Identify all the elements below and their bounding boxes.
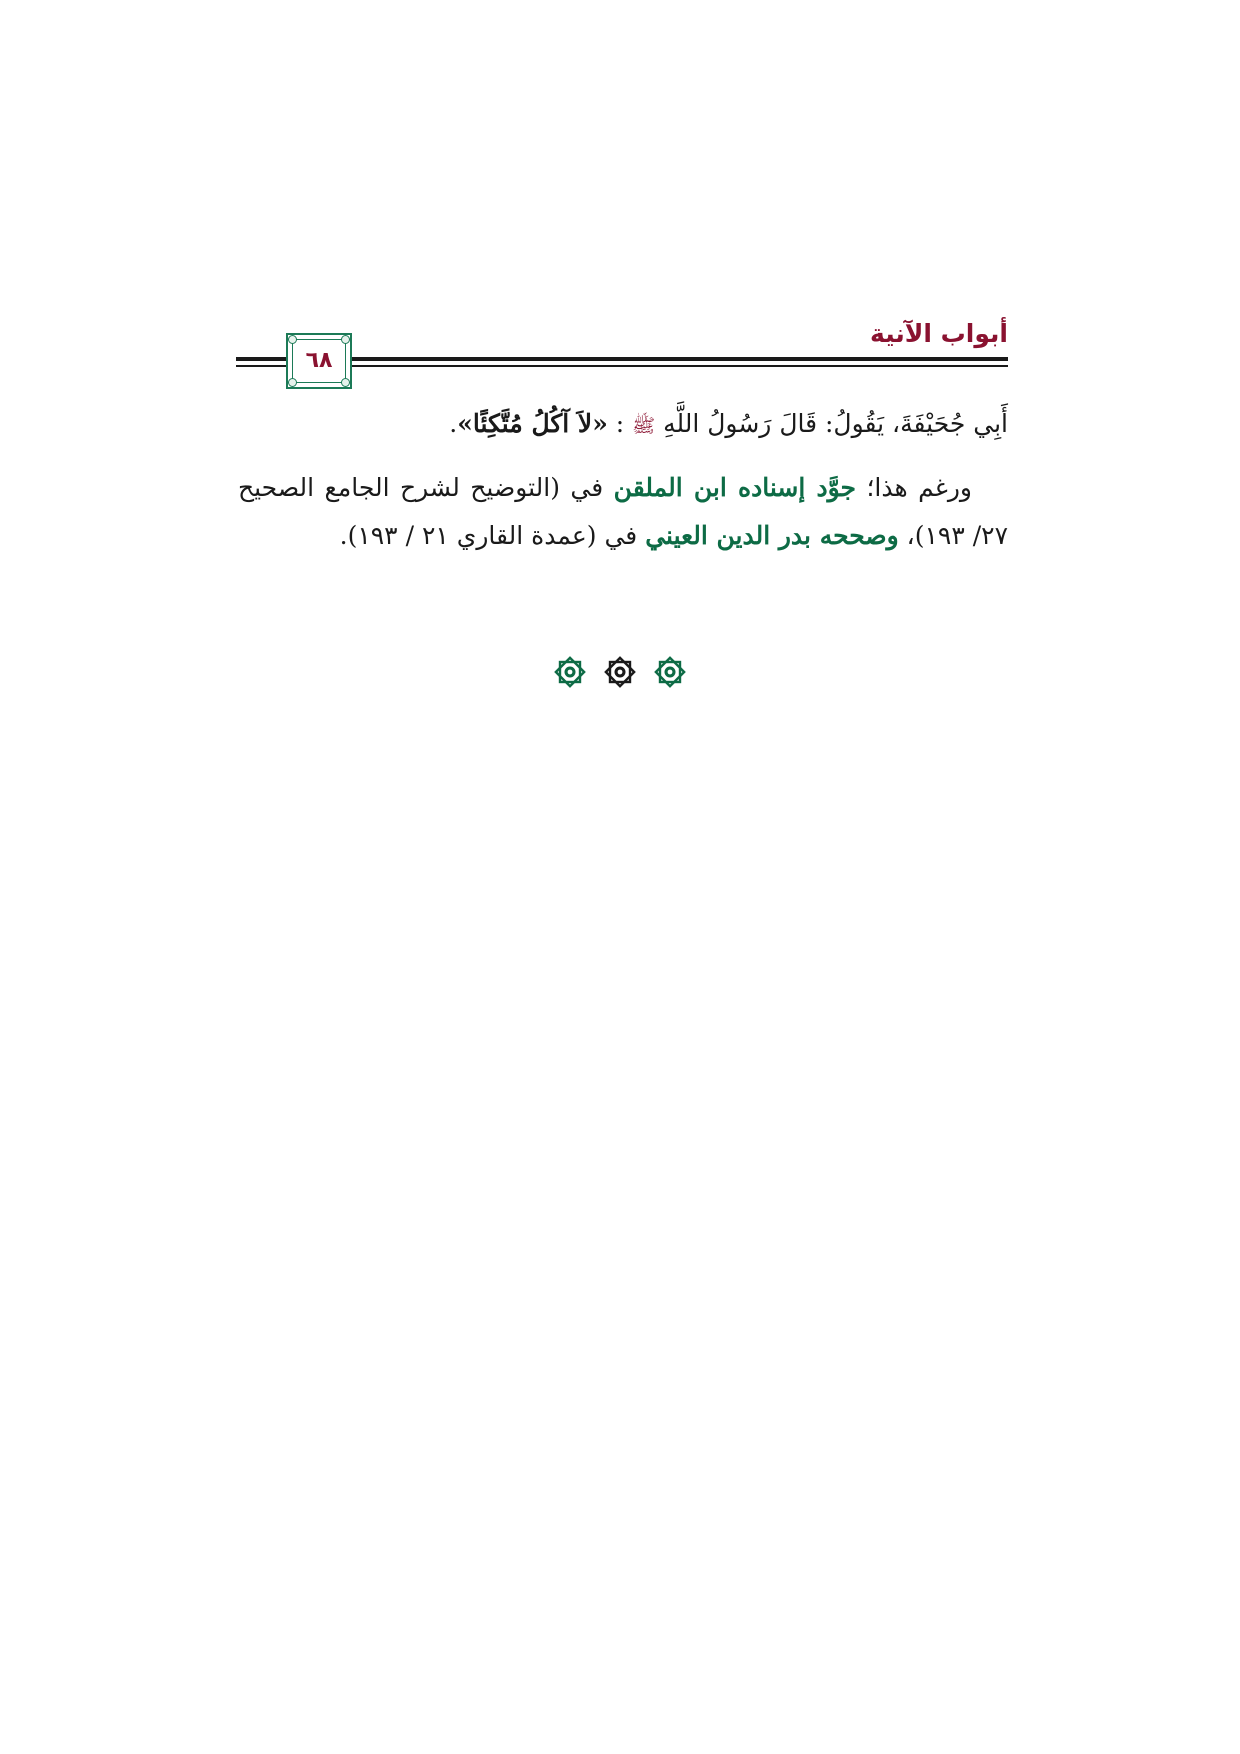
grading-text-2: في (التوضيح لشرح الجامع الصحيح ٢٧/ ١٩٣)، (238, 473, 1008, 550)
section-ornaments (0, 654, 1240, 690)
header-rule-thin (248, 365, 1008, 367)
hadith-quote: «لاَ آكُلُ مُتَّكِئًا» (457, 409, 608, 438)
page-number-badge (286, 333, 352, 389)
green-star-ornament-icon (652, 654, 688, 690)
hadith-intro: أَبِي جُحَيْفَةَ، يَقُولُ: قَالَ رَسُولُ اللَّهِ (663, 409, 1008, 438)
green-star-ornament-icon (552, 654, 588, 690)
grading-highlight-1: جوَّد إسناده ابن الملقن (613, 473, 856, 502)
header-rule-thick (248, 357, 1008, 361)
frame-corner-icon (341, 335, 350, 344)
frame-corner-icon (341, 378, 350, 387)
body-text (238, 400, 1008, 574)
grading-text-3: في (عمدة القاري ٢١ / ١٩٣). (339, 521, 638, 550)
page-number-frame (292, 339, 346, 383)
hadith-end: . (449, 409, 458, 438)
chapter-title: أبواب الآنية (870, 319, 1008, 348)
black-star-ornament-icon (602, 654, 638, 690)
page-number: ٦٨ (305, 348, 333, 373)
frame-corner-icon (288, 335, 297, 344)
honorific-symbol: ﷺ (632, 415, 656, 437)
hadith-line (238, 400, 1008, 450)
grading-highlight-2: وصححه بدر الدين العيني (645, 521, 899, 550)
grading-paragraph (238, 464, 1008, 560)
hadith-colon: : (615, 409, 625, 438)
frame-corner-icon (288, 378, 297, 387)
grading-text-1: ورغم هذا؛ (866, 473, 972, 502)
page-header (236, 315, 1008, 395)
